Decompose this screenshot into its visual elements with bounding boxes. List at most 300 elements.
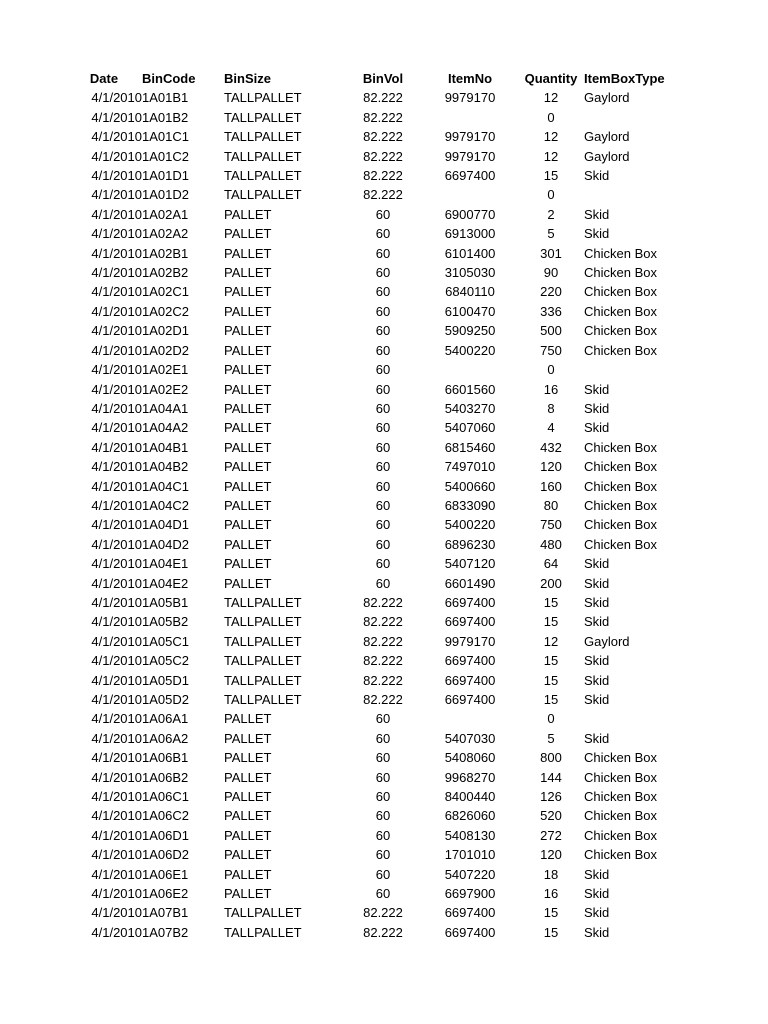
cell-binvol: 60 bbox=[375, 536, 391, 552]
cell-binsize: PALLET bbox=[224, 847, 272, 863]
cell-itemboxtype: Chicken Box bbox=[584, 245, 657, 261]
cell-itemno: 5400220 bbox=[444, 342, 496, 358]
cell-binsize: PALLET bbox=[224, 886, 272, 902]
cell-itemboxtype: Chicken Box bbox=[584, 265, 657, 281]
cell-quantity: 5 bbox=[547, 730, 555, 746]
table-row bbox=[66, 748, 766, 767]
cell-binvol: 82.222 bbox=[363, 129, 403, 145]
cell-itemno: 1701010 bbox=[444, 847, 496, 863]
cell-binvol: 60 bbox=[375, 866, 391, 882]
cell-itemboxtype: Chicken Box bbox=[584, 769, 657, 785]
cell-quantity: 126 bbox=[540, 789, 562, 805]
table-row bbox=[66, 729, 766, 748]
cell-date: 4/1/2010 bbox=[91, 769, 142, 785]
cell-itemno: 5408060 bbox=[444, 750, 496, 766]
table-row bbox=[66, 282, 766, 301]
cell-quantity: 120 bbox=[540, 847, 562, 863]
cell-itemboxtype: Skid bbox=[584, 614, 610, 630]
cell-itemno bbox=[422, 185, 518, 204]
cell-date: 4/1/2010 bbox=[91, 692, 142, 707]
cell-bincode: 1A06C2 bbox=[142, 808, 189, 824]
cell-binvol: 60 bbox=[375, 808, 391, 824]
cell-binvol: 82.222 bbox=[363, 692, 403, 707]
cell-itemboxtype: Chicken Box bbox=[584, 789, 657, 805]
cell-binsize: TALLPALLET bbox=[224, 148, 302, 164]
cell-quantity: 15 bbox=[543, 653, 559, 669]
cell-quantity: 15 bbox=[543, 614, 559, 630]
cell-itemboxtype: Skid bbox=[584, 168, 610, 184]
cell-date: 4/1/2010 bbox=[91, 517, 142, 533]
cell-itemno: 6697400 bbox=[444, 614, 496, 630]
cell-bincode: 1A04C2 bbox=[142, 497, 189, 513]
table-row bbox=[66, 457, 766, 476]
cell-binsize: PALLET bbox=[224, 497, 272, 513]
table-row bbox=[66, 399, 766, 418]
cell-itemboxtype: Gaylord bbox=[584, 90, 630, 106]
cell-bincode: 1A05B2 bbox=[142, 614, 189, 630]
cell-bincode: 1A06B2 bbox=[142, 769, 189, 785]
table-row bbox=[66, 496, 766, 515]
cell-binsize: PALLET bbox=[224, 711, 272, 727]
cell-itemboxtype: Gaylord bbox=[584, 633, 630, 649]
column-header-binsize: BinSize bbox=[224, 71, 271, 86]
cell-itemboxtype: Chicken Box bbox=[584, 750, 657, 766]
cell-itemboxtype: Chicken Box bbox=[584, 323, 657, 339]
cell-date: 4/1/2010 bbox=[91, 206, 142, 222]
cell-itemno: 5407030 bbox=[444, 730, 496, 746]
cell-binsize: TALLPALLET bbox=[224, 168, 302, 184]
cell-itemboxtype: Chicken Box bbox=[584, 342, 657, 358]
table-row bbox=[66, 554, 766, 573]
cell-binvol: 60 bbox=[375, 381, 391, 397]
cell-binvol: 60 bbox=[375, 769, 391, 785]
cell-bincode: 1A02A2 bbox=[142, 226, 189, 242]
cell-itemno: 6697400 bbox=[444, 594, 496, 610]
cell-itemno: 5403270 bbox=[444, 400, 496, 416]
cell-bincode: 1A06D2 bbox=[142, 847, 189, 863]
table-row bbox=[66, 535, 766, 554]
cell-date: 4/1/2010 bbox=[91, 381, 142, 397]
cell-bincode: 1A06D1 bbox=[142, 827, 189, 843]
cell-binvol: 60 bbox=[375, 750, 391, 766]
table-row bbox=[66, 865, 766, 884]
cell-bincode: 1A05D1 bbox=[142, 672, 189, 688]
table-body bbox=[66, 88, 766, 942]
cell-binsize: TALLPALLET bbox=[224, 924, 302, 940]
cell-date: 4/1/2010 bbox=[91, 497, 142, 513]
cell-quantity: 15 bbox=[543, 168, 559, 184]
cell-bincode: 1A05C1 bbox=[142, 633, 189, 649]
cell-binsize: TALLPALLET bbox=[224, 905, 302, 921]
cell-quantity: 12 bbox=[543, 90, 559, 106]
cell-binsize: PALLET bbox=[224, 265, 272, 281]
cell-itemboxtype bbox=[584, 360, 766, 379]
cell-binsize: PALLET bbox=[224, 478, 272, 494]
column-header-date: Date bbox=[89, 71, 119, 86]
cell-itemno: 6913000 bbox=[444, 226, 496, 242]
cell-itemboxtype: Chicken Box bbox=[584, 517, 657, 533]
table-row bbox=[66, 923, 766, 942]
table-row bbox=[66, 438, 766, 457]
table-row bbox=[66, 205, 766, 224]
cell-quantity: 220 bbox=[540, 284, 562, 300]
cell-quantity: 0 bbox=[547, 711, 555, 727]
cell-quantity: 64 bbox=[543, 556, 559, 572]
cell-itemboxtype: Chicken Box bbox=[584, 303, 657, 319]
cell-bincode: 1A04C1 bbox=[142, 478, 189, 494]
cell-itemno: 6697400 bbox=[444, 168, 496, 184]
cell-binvol: 60 bbox=[375, 556, 391, 572]
table-row bbox=[66, 360, 766, 379]
header-row bbox=[66, 69, 766, 88]
cell-bincode: 1A02B2 bbox=[142, 265, 189, 281]
cell-itemno: 6815460 bbox=[444, 439, 496, 455]
table-row bbox=[66, 147, 766, 166]
cell-bincode: 1A02B1 bbox=[142, 245, 189, 261]
cell-quantity: 15 bbox=[543, 672, 559, 688]
cell-bincode: 1A02E2 bbox=[142, 381, 189, 397]
cell-bincode: 1A01C2 bbox=[142, 148, 189, 164]
cell-date: 4/1/2010 bbox=[91, 245, 142, 261]
cell-itemboxtype: Gaylord bbox=[584, 129, 630, 145]
cell-binvol: 60 bbox=[375, 362, 391, 378]
cell-quantity: 120 bbox=[540, 459, 562, 475]
cell-binvol: 60 bbox=[375, 575, 391, 591]
table-row bbox=[66, 690, 766, 709]
cell-date: 4/1/2010 bbox=[91, 420, 142, 436]
cell-date: 4/1/2010 bbox=[91, 90, 142, 106]
cell-date: 4/1/2010 bbox=[91, 148, 142, 164]
cell-binsize: TALLPALLET bbox=[224, 692, 302, 707]
cell-bincode: 1A06A1 bbox=[142, 711, 189, 727]
cell-itemno: 9979170 bbox=[444, 148, 496, 164]
cell-itemno bbox=[422, 709, 518, 728]
cell-bincode: 1A02A1 bbox=[142, 206, 189, 222]
cell-binsize: PALLET bbox=[224, 420, 272, 436]
table-row bbox=[66, 709, 766, 728]
cell-quantity: 90 bbox=[543, 265, 559, 281]
cell-bincode: 1A04B2 bbox=[142, 459, 189, 475]
cell-itemno: 9979170 bbox=[444, 633, 496, 649]
cell-binvol: 82.222 bbox=[363, 168, 403, 184]
table-row bbox=[66, 884, 766, 903]
cell-bincode: 1A06C1 bbox=[142, 789, 189, 805]
cell-bincode: 1A07B2 bbox=[142, 924, 189, 940]
cell-bincode: 1A06E2 bbox=[142, 886, 189, 902]
cell-itemboxtype: Skid bbox=[584, 381, 610, 397]
column-header-itemno: ItemNo bbox=[447, 71, 493, 86]
cell-binvol: 82.222 bbox=[363, 187, 403, 203]
cell-itemno: 5407220 bbox=[444, 866, 496, 882]
cell-date: 4/1/2010 bbox=[91, 633, 142, 649]
cell-itemno: 8400440 bbox=[444, 789, 496, 805]
cell-quantity: 144 bbox=[540, 769, 562, 785]
cell-binvol: 60 bbox=[375, 827, 391, 843]
cell-binvol: 60 bbox=[375, 886, 391, 902]
cell-date: 4/1/2010 bbox=[91, 478, 142, 494]
cell-date: 4/1/2010 bbox=[91, 730, 142, 746]
cell-date: 4/1/2010 bbox=[91, 303, 142, 319]
cell-itemboxtype: Chicken Box bbox=[584, 536, 657, 552]
cell-itemno: 9979170 bbox=[444, 129, 496, 145]
cell-binsize: PALLET bbox=[224, 556, 272, 572]
cell-binsize: PALLET bbox=[224, 381, 272, 397]
table-row bbox=[66, 574, 766, 593]
cell-binsize: TALLPALLET bbox=[224, 187, 302, 203]
cell-bincode: 1A02C1 bbox=[142, 284, 189, 300]
cell-quantity: 4 bbox=[547, 420, 555, 436]
cell-binvol: 82.222 bbox=[363, 109, 403, 125]
table-row bbox=[66, 515, 766, 534]
cell-binvol: 60 bbox=[375, 400, 391, 416]
cell-itemboxtype: Chicken Box bbox=[584, 827, 657, 843]
cell-binvol: 60 bbox=[375, 847, 391, 863]
cell-quantity: 16 bbox=[543, 381, 559, 397]
cell-itemno: 6833090 bbox=[444, 497, 496, 513]
cell-bincode: 1A02E1 bbox=[142, 362, 189, 378]
cell-bincode: 1A06B1 bbox=[142, 750, 189, 766]
table-row bbox=[66, 321, 766, 340]
cell-itemboxtype: Skid bbox=[584, 400, 610, 416]
cell-binsize: PALLET bbox=[224, 342, 272, 358]
cell-itemboxtype: Chicken Box bbox=[584, 284, 657, 300]
cell-binvol: 60 bbox=[375, 226, 391, 242]
cell-binvol: 82.222 bbox=[363, 672, 403, 688]
table-row bbox=[66, 88, 766, 107]
cell-itemboxtype: Skid bbox=[584, 575, 610, 591]
cell-bincode: 1A02C2 bbox=[142, 303, 189, 319]
cell-binsize: TALLPALLET bbox=[224, 109, 302, 125]
cell-binvol: 82.222 bbox=[363, 905, 403, 921]
cell-date: 4/1/2010 bbox=[91, 711, 142, 727]
cell-binsize: PALLET bbox=[224, 206, 272, 222]
cell-binsize: PALLET bbox=[224, 226, 272, 242]
cell-itemno: 6900770 bbox=[444, 206, 496, 222]
cell-quantity: 0 bbox=[547, 187, 555, 203]
cell-binsize: PALLET bbox=[224, 789, 272, 805]
cell-binvol: 60 bbox=[375, 439, 391, 455]
cell-bincode: 1A07B1 bbox=[142, 905, 189, 921]
cell-binvol: 82.222 bbox=[363, 148, 403, 164]
cell-quantity: 800 bbox=[540, 750, 562, 766]
cell-binvol: 60 bbox=[375, 284, 391, 300]
cell-itemno: 9979170 bbox=[444, 90, 496, 106]
cell-itemno: 6697400 bbox=[444, 924, 496, 940]
cell-binsize: PALLET bbox=[224, 284, 272, 300]
cell-itemno: 6840110 bbox=[445, 284, 495, 300]
cell-itemno: 6697400 bbox=[444, 653, 496, 669]
cell-date: 4/1/2010 bbox=[91, 323, 142, 339]
cell-itemboxtype: Skid bbox=[584, 672, 610, 688]
cell-binsize: PALLET bbox=[224, 362, 272, 378]
cell-date: 4/1/2010 bbox=[91, 284, 142, 300]
cell-bincode: 1A01B1 bbox=[142, 90, 189, 106]
cell-date: 4/1/2010 bbox=[91, 226, 142, 242]
cell-quantity: 200 bbox=[540, 575, 562, 591]
table-row bbox=[66, 651, 766, 670]
table-row bbox=[66, 845, 766, 864]
cell-itemboxtype: Chicken Box bbox=[584, 478, 657, 494]
cell-quantity: 15 bbox=[543, 692, 559, 707]
cell-quantity: 80 bbox=[543, 497, 559, 513]
cell-itemboxtype: Chicken Box bbox=[584, 439, 657, 455]
cell-binsize: PALLET bbox=[224, 459, 272, 475]
cell-itemno: 5909250 bbox=[444, 323, 496, 339]
cell-itemboxtype: Skid bbox=[584, 226, 610, 242]
cell-itemboxtype: Skid bbox=[584, 653, 610, 669]
cell-quantity: 16 bbox=[543, 886, 559, 902]
cell-date: 4/1/2010 bbox=[91, 265, 142, 281]
cell-itemboxtype bbox=[584, 709, 766, 728]
cell-itemno bbox=[422, 108, 518, 127]
cell-itemno: 6697900 bbox=[444, 886, 496, 902]
table-row bbox=[66, 263, 766, 282]
cell-bincode: 1A04A2 bbox=[142, 420, 189, 436]
cell-date: 4/1/2010 bbox=[91, 187, 142, 203]
cell-binsize: TALLPALLET bbox=[224, 653, 302, 669]
column-header-quantity: Quantity bbox=[524, 71, 578, 86]
cell-itemno: 6601560 bbox=[444, 381, 496, 397]
cell-quantity: 12 bbox=[543, 129, 559, 145]
cell-itemno: 6826060 bbox=[444, 808, 496, 824]
table-row bbox=[66, 108, 766, 127]
cell-binsize: PALLET bbox=[224, 808, 272, 824]
table-row bbox=[66, 671, 766, 690]
cell-itemboxtype: Skid bbox=[584, 730, 610, 746]
cell-bincode: 1A01D1 bbox=[142, 168, 189, 184]
cell-itemboxtype: Skid bbox=[584, 886, 610, 902]
cell-itemno: 6896230 bbox=[444, 536, 496, 552]
cell-binsize: PALLET bbox=[224, 303, 272, 319]
cell-itemboxtype: Skid bbox=[584, 206, 610, 222]
cell-binvol: 60 bbox=[375, 730, 391, 746]
cell-binsize: PALLET bbox=[224, 517, 272, 533]
cell-itemno: 5407060 bbox=[444, 420, 496, 436]
cell-quantity: 432 bbox=[540, 439, 562, 455]
cell-date: 4/1/2010 bbox=[91, 594, 142, 610]
cell-itemboxtype: Gaylord bbox=[584, 148, 630, 164]
cell-binsize: TALLPALLET bbox=[224, 614, 302, 630]
cell-itemno: 5400220 bbox=[444, 517, 496, 533]
cell-binvol: 60 bbox=[375, 497, 391, 513]
cell-quantity: 15 bbox=[543, 905, 559, 921]
cell-bincode: 1A01B2 bbox=[142, 109, 189, 125]
cell-date: 4/1/2010 bbox=[91, 672, 142, 688]
table-row bbox=[66, 787, 766, 806]
cell-itemno: 6697400 bbox=[444, 905, 496, 921]
table-row bbox=[66, 127, 766, 146]
cell-itemno: 5400660 bbox=[444, 478, 496, 494]
cell-date: 4/1/2010 bbox=[91, 342, 142, 358]
cell-date: 4/1/2010 bbox=[91, 886, 142, 902]
cell-bincode: 1A04D2 bbox=[142, 536, 189, 552]
cell-itemno: 7497010 bbox=[444, 459, 496, 475]
cell-binvol: 60 bbox=[375, 517, 391, 533]
cell-quantity: 480 bbox=[540, 536, 562, 552]
cell-binsize: PALLET bbox=[224, 323, 272, 339]
cell-itemno: 6697400 bbox=[444, 692, 496, 707]
cell-itemboxtype: Chicken Box bbox=[584, 847, 657, 863]
cell-binvol: 60 bbox=[375, 265, 391, 281]
bin-inventory-table bbox=[66, 69, 766, 942]
cell-bincode: 1A04D1 bbox=[142, 517, 189, 533]
table-row bbox=[66, 341, 766, 360]
table-row bbox=[66, 477, 766, 496]
cell-binsize: PALLET bbox=[224, 730, 272, 746]
cell-binsize: TALLPALLET bbox=[224, 90, 302, 106]
cell-date: 4/1/2010 bbox=[91, 362, 142, 378]
cell-bincode: 1A01C1 bbox=[142, 129, 189, 145]
cell-binsize: PALLET bbox=[224, 827, 272, 843]
cell-binsize: TALLPALLET bbox=[224, 129, 302, 145]
cell-bincode: 1A05D2 bbox=[142, 692, 189, 707]
cell-quantity: 2 bbox=[547, 206, 555, 222]
table-row bbox=[66, 768, 766, 787]
cell-date: 4/1/2010 bbox=[91, 827, 142, 843]
cell-bincode: 1A06E1 bbox=[142, 866, 189, 882]
table-row bbox=[66, 224, 766, 243]
cell-binvol: 82.222 bbox=[363, 653, 403, 669]
cell-binsize: TALLPALLET bbox=[224, 594, 302, 610]
cell-quantity: 15 bbox=[543, 924, 559, 940]
table-row bbox=[66, 632, 766, 651]
cell-binvol: 60 bbox=[375, 303, 391, 319]
cell-itemboxtype: Skid bbox=[584, 594, 610, 610]
cell-date: 4/1/2010 bbox=[91, 847, 142, 863]
cell-date: 4/1/2010 bbox=[91, 789, 142, 805]
cell-date: 4/1/2010 bbox=[91, 536, 142, 552]
cell-binvol: 60 bbox=[375, 420, 391, 436]
cell-quantity: 336 bbox=[540, 303, 562, 319]
cell-date: 4/1/2010 bbox=[91, 556, 142, 572]
cell-binvol: 60 bbox=[375, 478, 391, 494]
cell-itemno: 9968270 bbox=[444, 769, 496, 785]
cell-quantity: 8 bbox=[547, 400, 555, 416]
cell-bincode: 1A04E1 bbox=[142, 556, 189, 572]
cell-itemno: 6101400 bbox=[444, 245, 496, 261]
cell-binsize: TALLPALLET bbox=[224, 633, 302, 649]
cell-quantity: 160 bbox=[540, 478, 562, 494]
column-header-bincode: BinCode bbox=[142, 71, 196, 86]
cell-binvol: 82.222 bbox=[363, 90, 403, 106]
table-row bbox=[66, 418, 766, 437]
cell-itemboxtype bbox=[584, 108, 766, 127]
cell-itemboxtype: Skid bbox=[584, 420, 610, 436]
cell-binsize: PALLET bbox=[224, 536, 272, 552]
cell-bincode: 1A04A1 bbox=[142, 400, 189, 416]
cell-date: 4/1/2010 bbox=[91, 400, 142, 416]
cell-itemboxtype: Chicken Box bbox=[584, 497, 657, 513]
cell-binsize: TALLPALLET bbox=[224, 672, 302, 688]
cell-binvol: 82.222 bbox=[363, 614, 403, 630]
table-row bbox=[66, 612, 766, 631]
table-row bbox=[66, 302, 766, 321]
cell-itemno: 6100470 bbox=[444, 303, 496, 319]
table-row bbox=[66, 806, 766, 825]
table-row bbox=[66, 826, 766, 845]
cell-quantity: 12 bbox=[543, 633, 559, 649]
cell-date: 4/1/2010 bbox=[91, 129, 142, 145]
cell-bincode: 1A01D2 bbox=[142, 187, 189, 203]
cell-date: 4/1/2010 bbox=[91, 924, 142, 940]
cell-bincode: 1A04E2 bbox=[142, 575, 189, 591]
cell-date: 4/1/2010 bbox=[91, 653, 142, 669]
cell-quantity: 0 bbox=[547, 362, 555, 378]
cell-bincode: 1A02D1 bbox=[142, 323, 189, 339]
cell-date: 4/1/2010 bbox=[91, 750, 142, 766]
cell-itemboxtype: Skid bbox=[584, 905, 610, 921]
cell-itemno: 5408130 bbox=[444, 827, 496, 843]
